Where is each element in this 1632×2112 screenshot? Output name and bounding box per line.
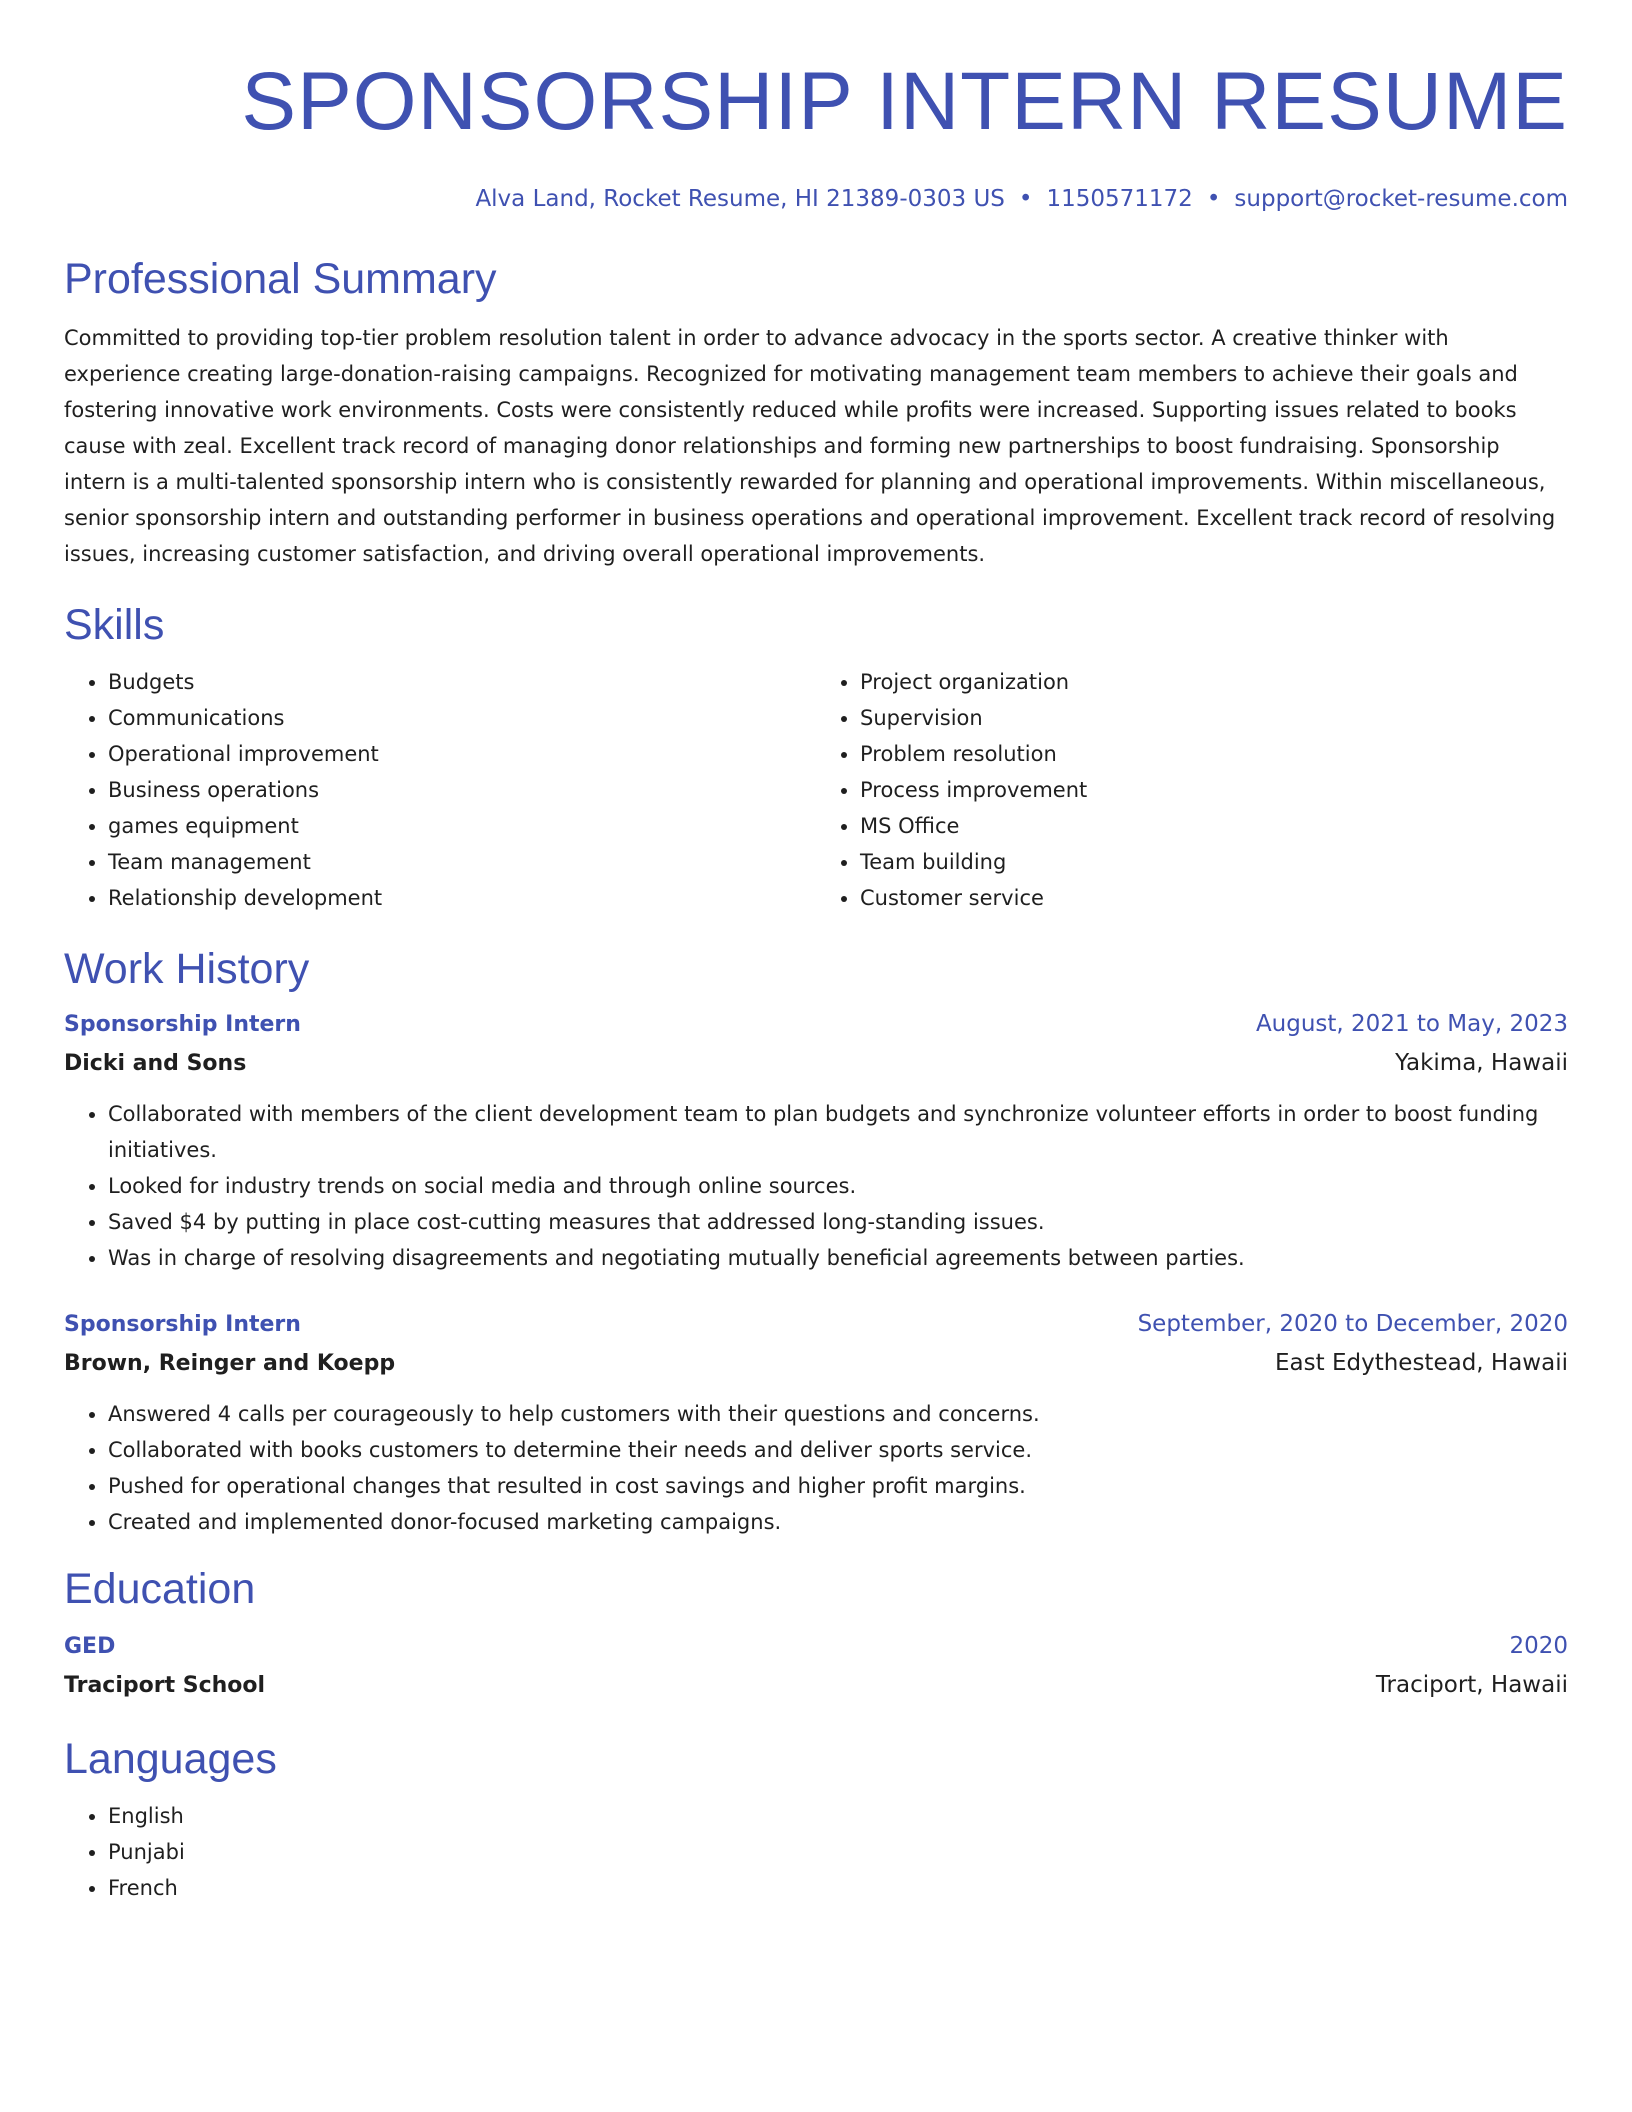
work-history-heading: Work History: [64, 945, 310, 993]
contact-line: [64, 182, 1568, 216]
job-bullet: • Collaborated with members of the client development team to plan budgets and synchronize volunteer efforts in order to boost funding initiatives.: [108, 1096, 1568, 1168]
job-title-row: [64, 1006, 1568, 1043]
job-company: Brown, Reinger and Koepp: [64, 1351, 396, 1376]
job-title: Sponsorship Intern: [64, 1312, 301, 1337]
education-section: [64, 1562, 1568, 1706]
skill-item: • Supervision: [860, 700, 1568, 736]
job-bullet: • Pushed for operational changes that resulted in cost savings and higher profit margins.: [108, 1468, 1568, 1504]
contact-address: Alva Land, Rocket Resume, HI 21389-0303 US: [475, 186, 1005, 212]
language-item: • French: [108, 1870, 1568, 1906]
job-dates: September, 2020 to December, 2020: [1137, 1311, 1568, 1337]
skill-item: • Team building: [860, 844, 1568, 880]
summary-text: Committed to providing top-tier problem resolution talent in order to advance advocacy in the sports sector. A creative thinker with experience creating large-donation-raising campaigns. Recognized for motivating management team members to achieve their goals and fostering innovative work environments. Costs were consistently reduced while profits were increased. Supporting issues related to books cause with zeal. Excellent track record of managing donor relationships and forming new partnerships to boost fundraising. Sponsorship intern is a multi-talented sponsorship intern who is consistently rewarded for planning and operational improvements. Within miscellaneous, senior sponsorship intern and outstanding performer in business operations and operational improvement. Excellent track record of resolving issues, increasing customer satisfaction, and driving overall operational improvements.: [64, 326, 1556, 566]
education-degree-row: [64, 1628, 1568, 1665]
languages-heading: Languages: [64, 1735, 277, 1783]
education-year: 2020: [1509, 1633, 1568, 1659]
skill-item: • Operational improvement: [108, 736, 816, 772]
job-dates: August, 2021 to May, 2023: [1255, 1011, 1568, 1037]
skill-item: • Problem resolution: [860, 736, 1568, 772]
job-bullets: [64, 1396, 1568, 1540]
skill-item: • Relationship development: [108, 880, 816, 916]
skills-section: [64, 598, 1568, 916]
contact-email: support@rocket-resume.com: [1234, 186, 1568, 212]
contact-separator: •: [1206, 186, 1221, 212]
job-company-row: [64, 1343, 1568, 1384]
education-degree: GED: [64, 1634, 116, 1659]
skills-heading: Skills: [64, 601, 165, 649]
work-history-section: [64, 942, 1568, 1540]
job-entry: [64, 1306, 1568, 1540]
professional-summary-section: [64, 252, 1568, 572]
skills-grid: [64, 664, 1568, 916]
summary-heading: Professional Summary: [64, 255, 497, 303]
skills-list-left: [64, 664, 816, 916]
skill-item: • Team management: [108, 844, 816, 880]
job-bullets: [64, 1096, 1568, 1276]
education-location: Traciport, Hawaii: [1375, 1672, 1568, 1698]
job-title-row: [64, 1306, 1568, 1343]
job-location: East Edythestead, Hawaii: [1275, 1350, 1568, 1376]
job-bullet: • Created and implemented donor-focused marketing campaigns.: [108, 1504, 1568, 1540]
resume-title: SPONSORSHIP INTERN RESUME: [241, 56, 1568, 147]
job-title: Sponsorship Intern: [64, 1012, 301, 1037]
language-item: • Punjabi: [108, 1834, 1568, 1870]
skill-item: • MS Office: [860, 808, 1568, 844]
skill-item: • Budgets: [108, 664, 816, 700]
skill-item: • Process improvement: [860, 772, 1568, 808]
skill-item: • Customer service: [860, 880, 1568, 916]
job-bullet: • Was in charge of resolving disagreements and negotiating mutually beneficial agreements between parties.: [108, 1240, 1568, 1276]
education-heading: Education: [64, 1565, 256, 1613]
job-company: Dicki and Sons: [64, 1051, 247, 1076]
education-school: Traciport School: [64, 1673, 266, 1698]
job-company-row: [64, 1043, 1568, 1084]
skill-item: • Business operations: [108, 772, 816, 808]
education-entry: [64, 1628, 1568, 1706]
skill-item: • Communications: [108, 700, 816, 736]
contact-phone: 1150571172: [1046, 186, 1193, 212]
language-item: • English: [108, 1798, 1568, 1834]
job-location: Yakima, Hawaii: [1395, 1050, 1568, 1076]
languages-list: [64, 1798, 1568, 1906]
skill-item: • games equipment: [108, 808, 816, 844]
job-bullet: • Saved $4 by putting in place cost-cutting measures that addressed long-standing issues.: [108, 1204, 1568, 1240]
job-entry: [64, 1006, 1568, 1276]
education-school-row: [64, 1665, 1568, 1706]
job-bullet: • Answered 4 calls per courageously to help customers with their questions and concerns.: [108, 1396, 1568, 1432]
skill-item: • Project organization: [860, 664, 1568, 700]
contact-separator: •: [1018, 186, 1033, 212]
languages-section: [64, 1732, 1568, 1906]
job-bullet: • Collaborated with books customers to determine their needs and deliver sports service.: [108, 1432, 1568, 1468]
job-bullet: • Looked for industry trends on social media and through online sources.: [108, 1168, 1568, 1204]
skills-list-right: [816, 664, 1568, 916]
